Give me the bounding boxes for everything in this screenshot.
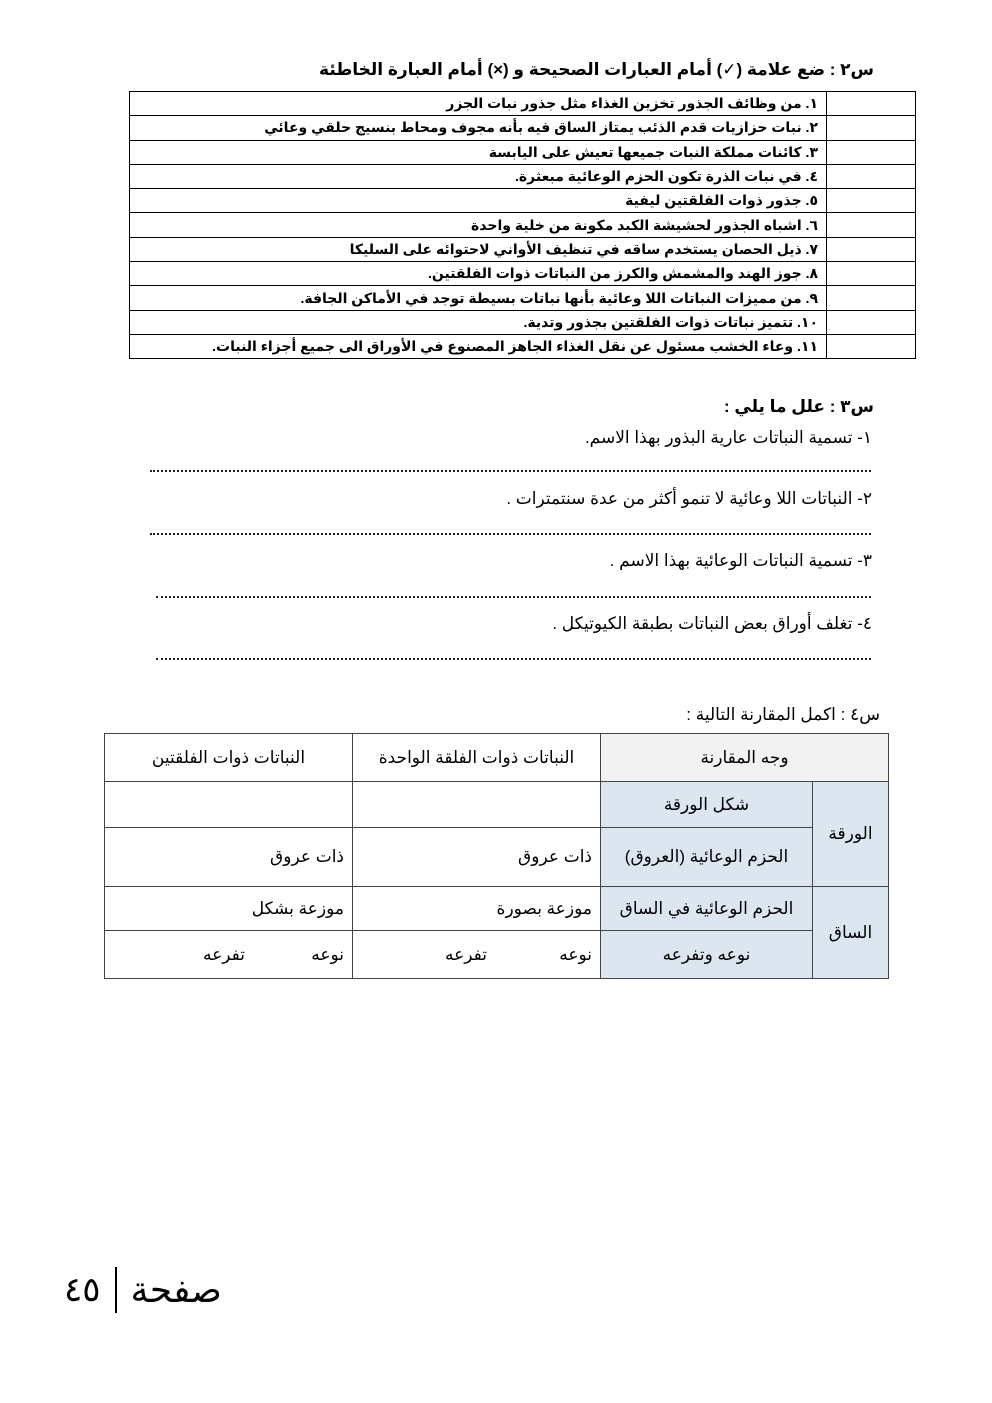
q3-item-4: ٤- تغلف أوراق بعض النباتات بطبقة الكيوتيكل . [552,614,872,633]
statement-text: ٥. جذور ذوات الفلقتين ليفية [130,189,827,213]
answer-mark-cell[interactable] [827,140,916,164]
stem-bundles-label: الحزم الوعائية في الساق [601,887,813,931]
stem-branch-di: تفرعه [203,944,245,964]
answer-mark-cell[interactable] [827,262,916,286]
true-false-table [129,91,916,359]
answer-mark-cell[interactable] [827,310,916,334]
stem-kind-mono: نوعه [559,944,592,964]
stem-bundles-mono-text: موزعة بصورة [496,898,592,918]
statement-row [130,92,916,116]
header-monocots: النباتات ذوات الفلقة الواحدة [353,734,601,782]
row-label-leaf: الورقة [813,782,889,887]
statement-row [130,140,916,164]
leaf-veins-mono-cell[interactable] [353,828,601,887]
statement-text: ٩. من مميزات النباتات اللا وعائية بأنها نباتات بسيطة توجد في الأماكن الجافة. [130,286,827,310]
page-footer [64,1265,222,1315]
answer-mark-cell[interactable] [827,213,916,237]
answer-mark-cell[interactable] [827,116,916,140]
answer-mark-cell[interactable] [827,237,916,261]
stem-type-di-cell[interactable] [105,931,353,979]
stem-branch-mono: تفرعه [445,944,487,964]
statement-row [130,164,916,188]
leaf-veins-mono-text: ذات عروق [518,847,592,866]
statement-text: ٢. نبات حزازيات قدم الذئب يمتاز الساق فيه بأنه مجوف ومحاط بنسيج حلقي وعائي [130,116,827,140]
statement-text: ٧. ذيل الحصان يستخدم ساقه في تنظيف الأواني لاحتوائه على السليكا [130,237,827,261]
statement-text: ١٠. تتميز نباتات ذوات الفلقتين بجذور وتدية. [130,310,827,334]
leaf-shape-label: شكل الورقة [601,782,813,828]
answer-mark-cell[interactable] [827,189,916,213]
statement-row [130,213,916,237]
stem-type-label: نوعه وتفرعه [601,931,813,979]
stem-bundles-di-cell[interactable] [105,887,353,931]
answer-mark-cell[interactable] [827,164,916,188]
leaf-shape-di-cell[interactable] [105,782,353,828]
row-label-stem: الساق [813,887,889,979]
page-number: ٤٥ [64,1271,101,1309]
answer-mark-cell[interactable] [827,334,916,358]
page-word: صفحة [130,1269,222,1310]
footer-divider [115,1267,117,1313]
header-aspect: وجه المقارنة [601,734,889,782]
statement-text: ٣. كائنات مملكة النبات جميعها تعيش على اليابسة [130,140,827,164]
statement-text: ٦. اشباه الجذور لحشيشة الكبد مكونة من خلية واحدة [130,213,827,237]
header-dicots: النباتات ذوات الفلقتين [105,734,353,782]
answer-mark-cell[interactable] [827,92,916,116]
q3-item-3: ٣- تسمية النباتات الوعائية بهذا الاسم . [609,551,872,570]
stem-bundles-di-text: موزعة بشكل [251,898,344,918]
statement-text: ٨. جوز الهند والمشمش والكرز من النباتات ذوات الفلقتين. [130,262,827,286]
statement-row [130,189,916,213]
statement-row [130,237,916,261]
leaf-shape-mono-cell[interactable] [353,782,601,828]
stem-bundles-mono-cell[interactable] [353,887,601,931]
q2-title: س٢ : ضع علامة (✓) أمام العبارات الصحيحة و (×) أمام العبارة الخاطئة [319,60,874,79]
answer-mark-cell[interactable] [827,286,916,310]
statement-row [130,334,916,358]
leaf-veins-di-cell[interactable] [105,828,353,887]
statement-row [130,116,916,140]
q3-item-2: ٢- النباتات اللا وعائية لا تنمو أكثر من عدة سنتمترات . [506,489,872,508]
answer-line-1[interactable] [150,470,871,472]
statement-text: ٤. في نبات الذرة تكون الحزم الوعائية مبعثرة. [130,164,827,188]
answer-line-4[interactable] [156,658,871,660]
answer-line-2[interactable] [150,533,871,535]
statement-row [130,286,916,310]
q4-title: س٤ : اكمل المقارنة التالية : [686,705,880,724]
statement-text: ١١. وعاء الخشب مسئول عن نقل الغذاء الجاهز المصنوع في الأوراق الى جميع أجزاء النبات. [130,334,827,358]
statement-row [130,262,916,286]
stem-type-mono-cell[interactable] [353,931,601,979]
statement-text: ١. من وظائف الجذور تخزين الغذاء مثل جذور نبات الجزر [130,92,827,116]
leaf-veins-label: الحزم الوعائية (العروق) [601,828,813,887]
leaf-veins-di-text: ذات عروق [270,847,344,866]
stem-kind-di: نوعه [311,944,344,964]
answer-line-3[interactable] [156,596,871,598]
q3-item-1: ١- تسمية النباتات عارية البذور بهذا الاسم. [584,428,872,447]
q3-title: س٣ : علل ما يلي : [724,397,874,416]
comparison-table [104,733,889,979]
statement-row [130,310,916,334]
